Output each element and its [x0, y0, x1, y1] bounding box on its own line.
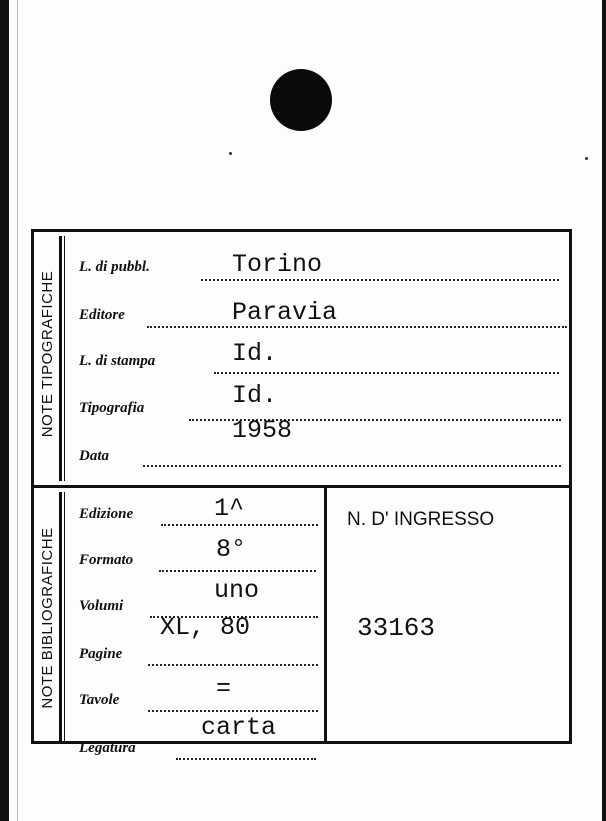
section-rule	[59, 236, 62, 481]
dotted-line	[148, 710, 318, 712]
value-luogo-stampa: Id.	[232, 339, 278, 368]
card-right-edge	[602, 0, 606, 821]
ingresso-number: 33163	[357, 613, 436, 643]
dotted-line	[159, 570, 316, 572]
value-edizione: 1^	[214, 494, 245, 523]
label-editore: Editore	[79, 307, 125, 323]
speck	[229, 152, 232, 155]
section-divider	[34, 485, 569, 488]
value-legatura: carta	[201, 713, 277, 742]
label-edizione: Edizione	[79, 506, 134, 522]
dotted-line	[161, 524, 318, 526]
dotted-line	[143, 465, 561, 467]
label-formato: Formato	[79, 552, 134, 568]
value-luogo-pubblicazione: Torino	[232, 250, 323, 279]
value-data: 1958	[232, 416, 293, 445]
label-tipografia: Tipografia	[79, 400, 145, 416]
value-pagine: XL, 80	[160, 613, 251, 642]
label-legatura: Legatura	[79, 740, 136, 756]
dotted-line	[147, 326, 567, 328]
label-luogo-pubblicazione: L. di pubbl.	[79, 259, 150, 275]
value-formato: 8°	[216, 535, 247, 564]
dotted-line	[176, 758, 316, 760]
value-volumi: uno	[214, 576, 260, 605]
section-rule	[64, 492, 65, 744]
label-pagine: Pagine	[79, 646, 123, 662]
label-luogo-stampa: L. di stampa	[79, 353, 156, 369]
section-label-bibliografiche: NOTE BIBLIOGRAFICHE	[39, 527, 56, 709]
value-editore: Paravia	[232, 298, 338, 327]
section-rule	[64, 236, 65, 481]
value-tipografia: Id.	[232, 381, 278, 410]
dotted-line	[148, 664, 318, 666]
ingresso-title: N. D' INGRESSO	[347, 509, 495, 530]
section-label-tipografiche: NOTE TIPOGRAFICHE	[39, 270, 56, 438]
dotted-line	[214, 372, 559, 374]
card-left-edge-line	[17, 0, 18, 821]
column-divider	[324, 488, 327, 744]
card-left-edge	[0, 0, 9, 821]
label-volumi: Volumi	[79, 598, 124, 614]
label-tavole: Tavole	[79, 692, 120, 708]
value-tavole: =	[216, 674, 232, 703]
dotted-line	[201, 279, 559, 281]
section-rule	[59, 492, 62, 744]
speck	[585, 157, 588, 160]
label-data: Data	[79, 448, 109, 464]
punch-hole	[270, 69, 332, 131]
